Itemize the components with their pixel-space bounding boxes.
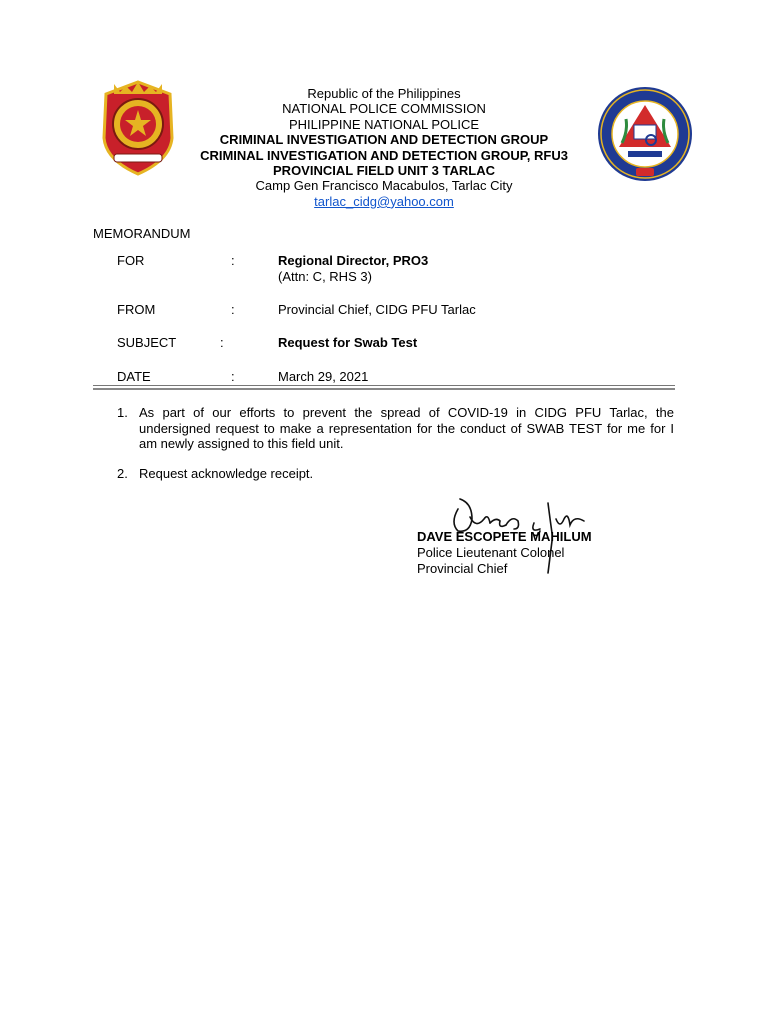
paragraph-2-number: 2.: [117, 466, 128, 481]
header-cidg-rfu3: CRIMINAL INVESTIGATION AND DETECTION GROUP, RFU3: [200, 147, 568, 163]
letterhead: [160, 86, 608, 209]
cidg-logo-icon: [596, 85, 694, 183]
email-link[interactable]: tarlac_cidg@yahoo.com: [314, 193, 454, 209]
for-attn: (Attn: C, RHS 3): [278, 269, 372, 284]
header-divider-bottom: [93, 388, 675, 390]
paragraph-1-number: 1.: [117, 405, 128, 420]
header-address: Camp Gen Francisco Macabulos, Tarlac City: [255, 178, 513, 194]
date-label: DATE: [117, 369, 151, 384]
from-value: Provincial Chief, CIDG PFU Tarlac: [278, 302, 476, 317]
signatory-name: DAVE ESCOPETE MAHILUM: [417, 529, 592, 544]
header-cidg: CRIMINAL INVESTIGATION AND DETECTION GROUP: [219, 132, 549, 148]
subject-label: SUBJECT: [117, 335, 177, 350]
signatory-rank: Police Lieutenant Colonel: [417, 545, 565, 560]
for-value-block: [278, 253, 428, 285]
memorandum-title: MEMORANDUM: [93, 226, 191, 241]
signatory-position: Provincial Chief: [417, 561, 508, 576]
subject-value-wrap: [278, 335, 417, 351]
paragraph-1-text: As part of our efforts to prevent the spread of COVID-19 in CIDG PFU Tarlac, the undersigned request to make a representation for the conduct of SWAB TEST for me for I am newly assigned to this field unit.: [139, 405, 674, 451]
date-colon: :: [231, 369, 235, 384]
from-colon: :: [231, 302, 235, 317]
for-value: Regional Director, PRO3: [278, 253, 429, 268]
header-pfu-tarlac: PROVINCIAL FIELD UNIT 3 TARLAC: [273, 163, 495, 179]
subject-colon: :: [220, 335, 224, 350]
signatory-block: [417, 529, 592, 577]
from-label: FROM: [117, 302, 156, 317]
header-napolcom: NATIONAL POLICE COMMISSION: [282, 101, 486, 117]
header-divider-top: [93, 385, 675, 386]
for-label: FOR: [117, 253, 145, 268]
paragraph-2-text: Request acknowledge receipt.: [139, 466, 314, 481]
header-pnp: PHILIPPINE NATIONAL POLICE: [289, 116, 479, 132]
for-colon: :: [231, 253, 235, 268]
header-republic: Republic of the Philippines: [307, 86, 461, 101]
date-value: March 29, 2021: [278, 369, 369, 384]
subject-value: Request for Swab Test: [278, 335, 418, 350]
